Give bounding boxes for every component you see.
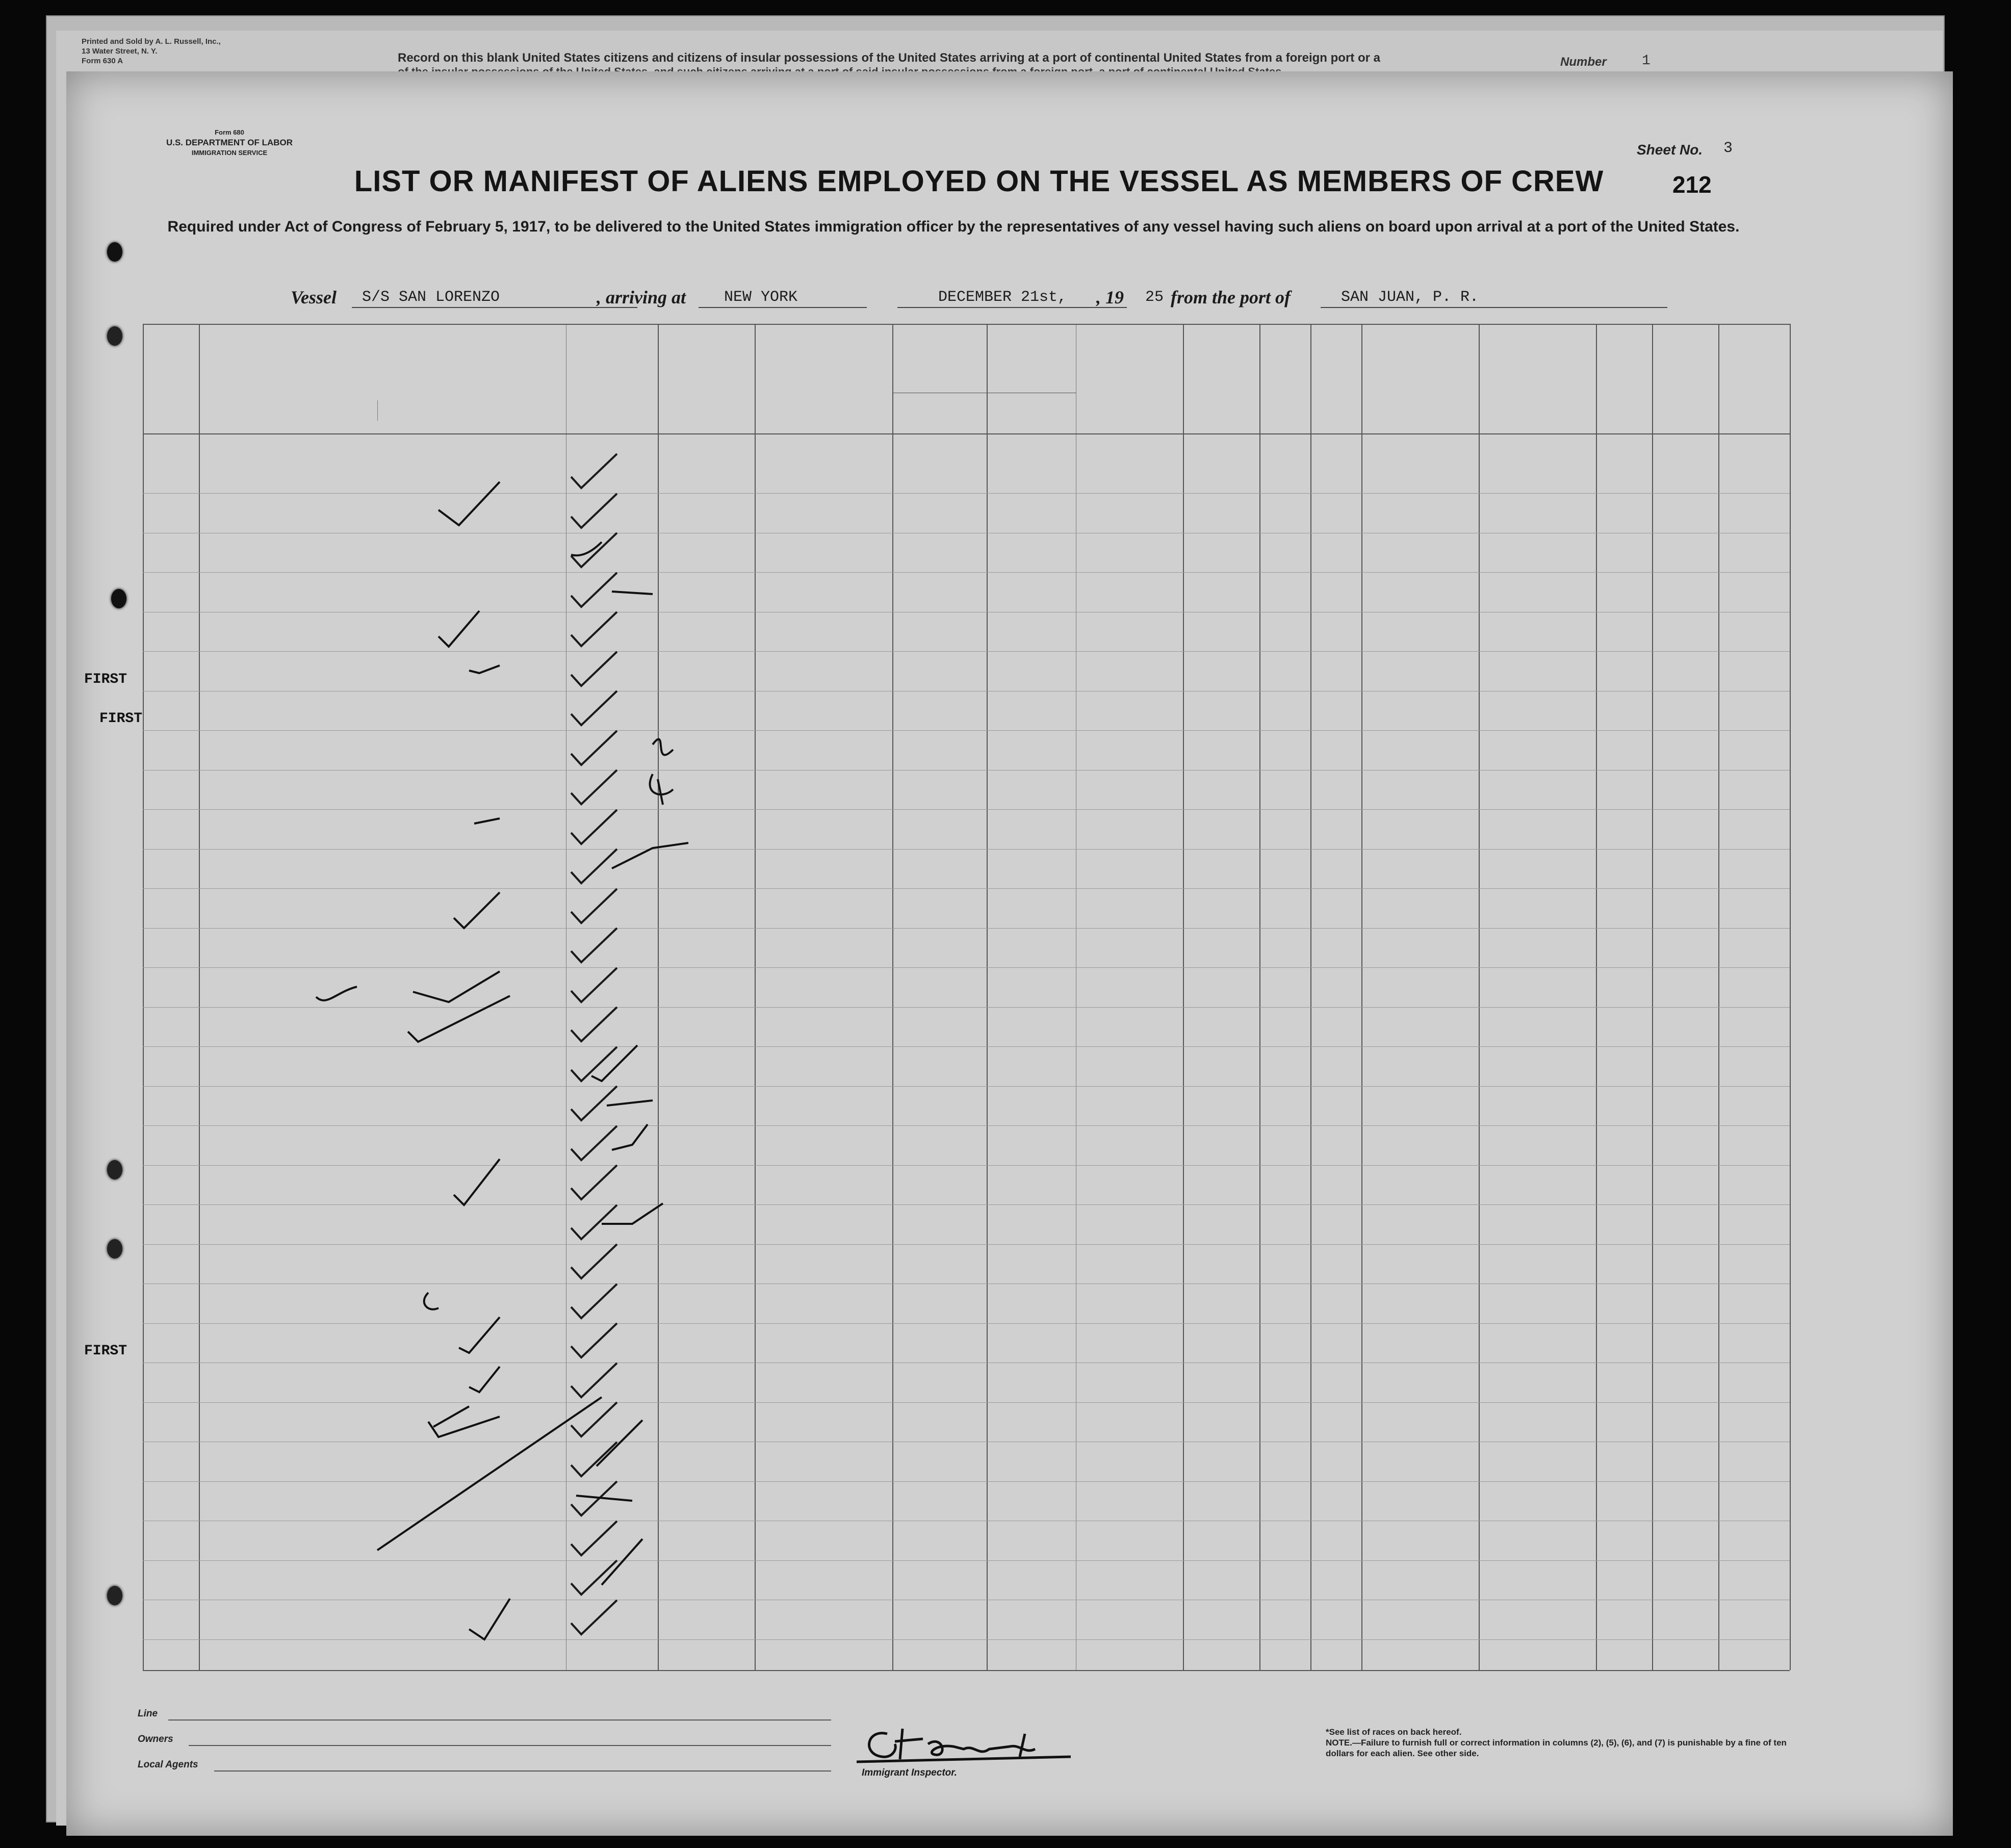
column-divider [377, 400, 378, 421]
column-divider [199, 324, 200, 1670]
footnote-penalty: NOTE.—Failure to furnish full or correct information in columns (2), (5), (6), and (7) is punishable by a fine of ten dollars for each alien. See other side. [1326, 1738, 1787, 1758]
number-value: 1 [1642, 53, 1651, 69]
row-rule [143, 1244, 1790, 1245]
column-divider [1361, 324, 1362, 1670]
row-rule [143, 809, 1790, 810]
id-card-checkmark [566, 1281, 622, 1322]
year-label: , 19 [1096, 287, 1124, 307]
arrival-port: NEW YORK [724, 289, 798, 306]
row-rule [143, 967, 1790, 968]
row-rule [143, 1481, 1790, 1482]
id-card-checkmark [566, 1361, 622, 1401]
row-rule [143, 1402, 1790, 1403]
punch-hole [111, 589, 126, 608]
arrival-year: 25 [1145, 289, 1164, 306]
row-rule [143, 928, 1790, 929]
form-identifier [148, 127, 311, 158]
id-card-checkmark [566, 846, 622, 887]
sheet-number-label: Sheet No. [1637, 142, 1703, 158]
id-card-checkmark [566, 1202, 622, 1243]
id-card-checkmark [566, 1084, 622, 1124]
row-rule [143, 849, 1790, 850]
id-card-checkmark [566, 1044, 622, 1085]
id-card-checkmark [566, 1005, 622, 1045]
id-card-checkmark [566, 609, 622, 650]
number-label: Number [1560, 55, 1607, 69]
header-bottom-rule [143, 433, 1790, 434]
service-name: IMMIGRATION SERVICE [191, 149, 268, 157]
row-rule [143, 1007, 1790, 1008]
row-rule [143, 572, 1790, 573]
id-card-checkmark [566, 1558, 622, 1599]
id-card-checkmark [566, 1440, 622, 1480]
row-rule [143, 770, 1790, 771]
id-card-checkmark [566, 1321, 622, 1362]
id-card-checkmark [566, 728, 622, 769]
column-divider [987, 324, 988, 1670]
printer-line: Printed and Sold by A. L. Russell, Inc., [82, 37, 221, 46]
row-rule [143, 1639, 1790, 1640]
printer-imprint [82, 37, 221, 66]
footnote-races: *See list of races on back hereof. [1326, 1727, 1462, 1737]
punch-hole [107, 1239, 122, 1259]
id-card-checkmark [566, 1163, 622, 1203]
crew-manifest-table [143, 324, 1790, 1670]
column-divider [1259, 324, 1260, 1670]
id-card-checkmark [566, 1242, 622, 1282]
id-card-checkmark [566, 649, 622, 690]
arrival-date: DECEMBER 21st, [938, 289, 1067, 306]
margin-note-first: FIRST [84, 671, 127, 687]
row-rule [143, 1046, 1790, 1047]
table-bottom-rule [143, 1670, 1790, 1671]
header-top-rule [143, 324, 1790, 325]
origin-port: SAN JUAN, P. R. [1341, 289, 1479, 306]
vessel-label: Vessel [291, 287, 337, 307]
id-card-checkmark [566, 1479, 622, 1520]
stamp-number: 212 [1672, 171, 1712, 198]
punch-hole [107, 242, 122, 262]
margin-note-first: FIRST [99, 711, 143, 727]
column-divider [1310, 324, 1311, 1670]
id-card-checkmark [566, 451, 622, 492]
page-subtitle: Required under Act of Congress of February 5, 1917, to be delivered to the United States immigration officer by the representatives of any vessel having such aliens on board upon arrival at a port of the United States. [167, 218, 1740, 235]
sheet-number-value: 3 [1723, 140, 1733, 157]
id-card-checkmark [566, 688, 622, 729]
page-title: LIST OR MANIFEST OF ALIENS EMPLOYED ON THE VESSEL AS MEMBERS OF CREW [354, 165, 1604, 198]
id-card-checkmark [566, 530, 622, 571]
id-card-checkmark [566, 1400, 622, 1441]
column-divider [1596, 324, 1597, 1670]
punch-hole [107, 1586, 122, 1605]
vessel-line [291, 287, 1667, 308]
row-rule [143, 1560, 1790, 1561]
inspector-signature [857, 1713, 1091, 1769]
column-divider [1718, 324, 1719, 1670]
column-divider [143, 324, 144, 1670]
printer-line: 13 Water Street, N. Y. [82, 47, 158, 56]
id-card-checkmark [566, 1519, 622, 1559]
id-card-checkmark [566, 1123, 622, 1164]
id-card-checkmark [566, 1598, 622, 1638]
margin-note-first: FIRST [84, 1343, 127, 1359]
id-card-checkmark [566, 570, 622, 611]
id-card-checkmark [566, 965, 622, 1006]
row-rule [143, 730, 1790, 731]
owners-label: Owners [138, 1734, 173, 1744]
row-rule [143, 1086, 1790, 1087]
row-rule [143, 493, 1790, 494]
row-rule [143, 888, 1790, 889]
row-rule [143, 651, 1790, 652]
row-rule [143, 1125, 1790, 1126]
column-divider [892, 324, 893, 1670]
id-card-checkmark [566, 807, 622, 848]
row-rule [143, 1204, 1790, 1205]
record-instruction: Record on this blank United States citizens and citizens of insular possessions of the United States arriving at a port of continental United States from a foreign port or a [398, 51, 1380, 65]
arriving-label: , arriving at [597, 287, 686, 307]
punch-hole [107, 326, 122, 346]
column-divider [658, 324, 659, 1670]
column-divider [1790, 324, 1791, 1670]
printer-line: Form 630 A [82, 57, 123, 65]
column-divider [755, 324, 756, 1670]
from-port-label: from the port of [1171, 287, 1291, 307]
local-agents-label: Local Agents [138, 1759, 198, 1770]
id-card-checkmark [566, 926, 622, 966]
column-divider [1479, 324, 1480, 1670]
inspector-label: Immigrant Inspector. [862, 1767, 957, 1778]
vessel-name: S/S SAN LORENZO [362, 289, 500, 306]
department-name: U.S. DEPARTMENT OF LABOR [166, 138, 293, 147]
id-card-checkmark [566, 767, 622, 808]
punch-hole [107, 1160, 122, 1179]
column-divider [1183, 324, 1184, 1670]
id-card-checkmark [566, 491, 622, 532]
column-divider [1652, 324, 1653, 1670]
id-card-checkmark [566, 886, 622, 927]
form-number: Form 680 [215, 129, 244, 136]
row-rule [143, 1165, 1790, 1166]
footnote [1326, 1727, 1810, 1759]
row-rule [143, 1323, 1790, 1324]
line-label: Line [138, 1708, 158, 1719]
